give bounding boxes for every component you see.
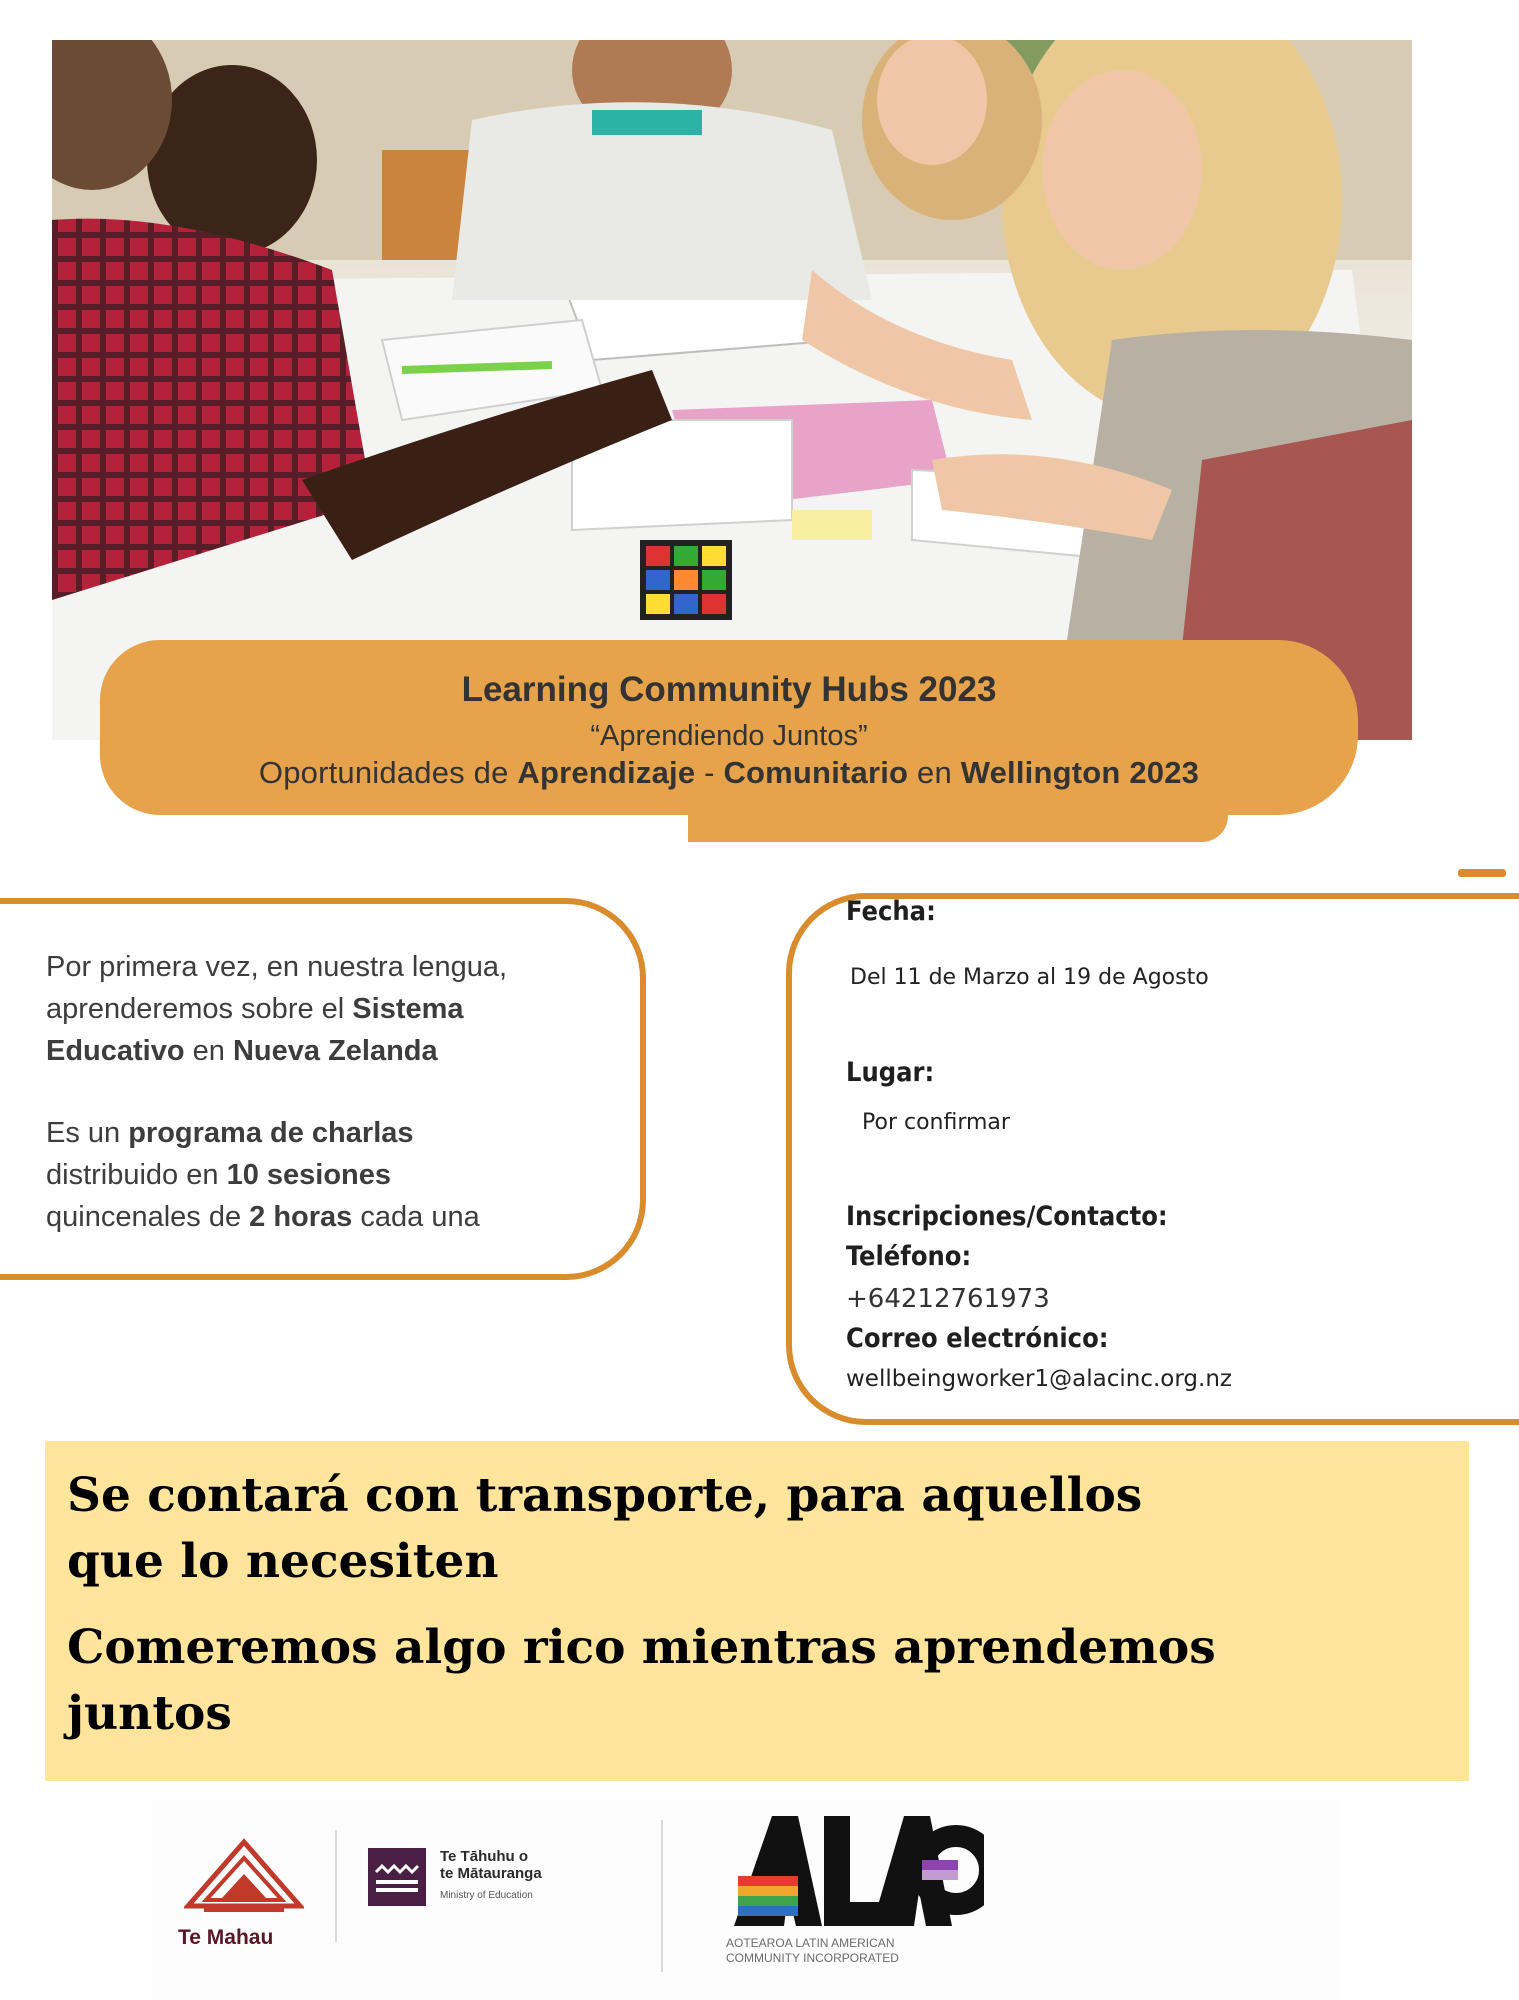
fecha-label: Fecha: [846,896,936,927]
alac-logo-icon [724,1806,984,1936]
te-mahau-label: Te Mahau [178,1926,274,1949]
transport-line-2: que lo necesiten [67,1534,499,1589]
food-line-1: Comeremos algo rico mientras aprendemos [67,1620,1216,1675]
banner-title: Learning Community Hubs 2023 [461,670,997,709]
banner-tail [688,812,1228,842]
sponsor-logos [150,1800,1340,2000]
transport-line-1: Se contará con transporte, para aquellos [67,1468,1143,1523]
contact-label: Inscripciones/Contacto: [846,1201,1168,1232]
highlight-box [45,1441,1469,1781]
food-line-2: juntos [67,1686,232,1741]
alac-subtitle: AOTEAROA LATIN AMERICAN COMMUNITY INCORPORATED [726,1936,899,1965]
banner-tagline: Oportunidades de Aprendizaje - Comunitario en Wellington 2023 [258,755,1200,790]
banner-subtitle: “Aprendiendo Juntos” [590,720,868,752]
email-label: Correo electrónico: [846,1323,1109,1354]
phone-label: Teléfono: [846,1241,972,1272]
lugar-label: Lugar: [846,1057,935,1088]
ministry-logo-icon [368,1848,426,1906]
program-details: Es un programa de charlas distribuido en 10 sesiones quincenales de 2 horas cada una [46,1117,480,1233]
email-value[interactable]: wellbeingworker1@alacinc.org.nz [846,1366,1232,1392]
program-description-card [0,898,646,1280]
ministry-name: Te Tāhuhu o te Mātauranga [440,1848,542,1882]
program-intro: Por primera vez, en nuestra lengua, aprenderemos sobre el Sistema Educativo en Nueva Zelanda [46,951,508,1067]
ministry-english-name: Ministry of Education [440,1890,533,1901]
lugar-value: Por confirmar [862,1110,1010,1135]
svg-text:ALAC: ALAC [724,1806,727,1807]
orange-dash [1458,869,1506,877]
hero-photo [52,40,1412,740]
phone-value[interactable]: +64212761973 [846,1284,1050,1314]
logo-divider [335,1830,337,1942]
fecha-value: Del 11 de Marzo al 19 de Agosto [850,965,1209,990]
title-banner [100,640,1358,815]
te-mahau-logo-icon [184,1836,304,1916]
logo-divider [661,1820,663,1972]
